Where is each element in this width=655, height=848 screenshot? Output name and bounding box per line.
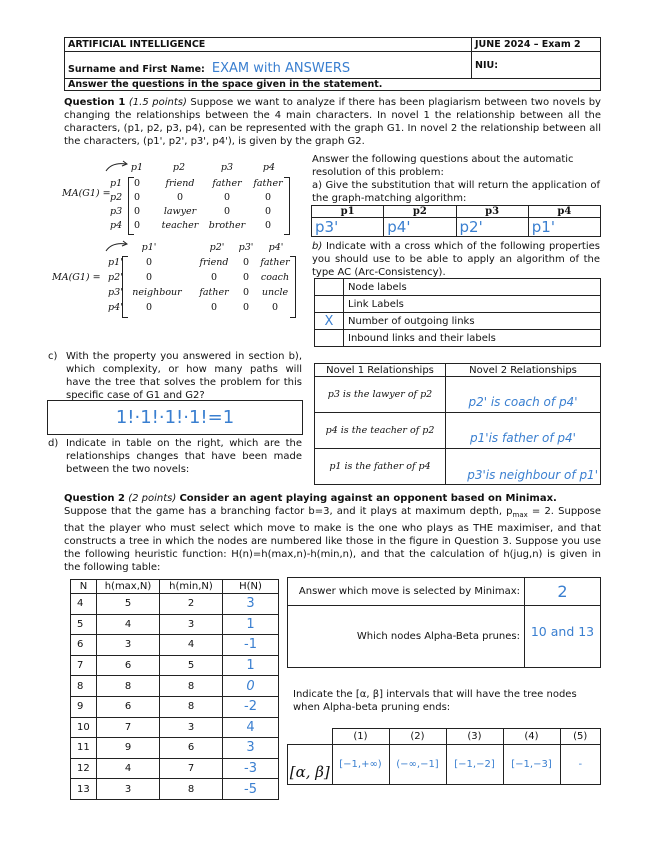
matrix-col: p3 bbox=[220, 162, 234, 173]
interval-text: Indicate the [α, β] intervals that will have the tree nodes when Alpha-beta pruning ends: bbox=[293, 689, 577, 713]
matrix-g2-label: MA(G1) = bbox=[52, 272, 101, 283]
heuristic-cell: 8 bbox=[160, 676, 223, 697]
heuristic-answer[interactable]: 3 bbox=[223, 738, 279, 759]
heuristic-cell: 4 bbox=[71, 594, 97, 615]
matrix-col: p3' bbox=[238, 242, 254, 253]
heuristic-cell: 5 bbox=[71, 614, 97, 635]
matrix-g2 bbox=[52, 240, 302, 312]
heuristic-cell: 4 bbox=[97, 614, 160, 635]
q1-c-label: c) bbox=[48, 351, 58, 362]
interval-header: (4) bbox=[503, 729, 560, 745]
name-label: Surname and First Name: bbox=[68, 64, 205, 75]
heuristic-answer[interactable]: 1 bbox=[223, 614, 279, 635]
q2-text1: Suppose that the game has a branching factor b=3, and it plays at maximum depth, p bbox=[64, 506, 513, 517]
matrix-cell: lawyer bbox=[163, 206, 197, 217]
q1-intro-text: Suppose we want to analyze if there has been plagiarism between two novels by changing the relationships between the 4 main characters. In novel 1 the relationship between all the characters, (p1, p2, p3, p4), can be represented with the graph G1. In novel 2 the relationship between all the characters, (p1', p2', p3', p4'), is given by the graph G2. bbox=[64, 97, 601, 147]
matrix-cell: 0 bbox=[242, 287, 250, 298]
interval-answer[interactable]: - bbox=[560, 745, 601, 785]
matrix-cell: 0 bbox=[145, 272, 153, 283]
matrix-cell: coach bbox=[260, 272, 290, 283]
matrix-cell: 0 bbox=[242, 257, 250, 268]
matrix-cell: 0 bbox=[242, 302, 250, 313]
matrix-cell: uncle bbox=[261, 287, 289, 298]
property-checkbox[interactable] bbox=[315, 330, 344, 347]
course-title: ARTIFICIAL INTELLIGENCE bbox=[65, 38, 472, 52]
heuristic-header: N bbox=[71, 580, 97, 594]
matrix-row-label: p2 bbox=[110, 192, 123, 203]
heuristic-table bbox=[70, 579, 279, 800]
matrix-row-label: p3 bbox=[110, 206, 123, 217]
q1-d-text: Indicate in table on the right, which are the relationships changes that have been made between the two novels: bbox=[66, 438, 302, 475]
matrix-col: p2 bbox=[172, 162, 186, 173]
heuristic-cell: 11 bbox=[71, 738, 97, 759]
matrix-cell: friend bbox=[165, 178, 195, 189]
matrix-cell: 0 bbox=[145, 302, 153, 313]
subst-answer[interactable]: p3' bbox=[312, 218, 384, 237]
relations-header: Novel 2 Relationships bbox=[446, 364, 601, 377]
minimax-answer[interactable]: 2 bbox=[525, 578, 601, 606]
subst-header: p2 bbox=[384, 206, 456, 218]
minimax-question: Answer which move is selected by Minimax: bbox=[288, 578, 525, 606]
property-label: Inbound links and their labels bbox=[344, 330, 601, 347]
relation-novel2[interactable]: p3'is neighbour of p1' bbox=[446, 449, 601, 485]
matrix-row-label: p1' bbox=[108, 257, 123, 268]
heuristic-answer[interactable]: -1 bbox=[223, 635, 279, 656]
subst-answer[interactable]: p2' bbox=[456, 218, 528, 237]
matrix-col: p1 bbox=[130, 162, 144, 173]
heuristic-header: h(min,N) bbox=[160, 580, 223, 594]
heuristic-cell: 7 bbox=[97, 717, 160, 738]
property-label: Number of outgoing links bbox=[344, 313, 601, 330]
heuristic-cell: 8 bbox=[97, 676, 160, 697]
heuristic-answer[interactable]: 1 bbox=[223, 655, 279, 676]
instructions: Answer the questions in the space given in the statement. bbox=[65, 79, 601, 91]
matrix-cell: 0 bbox=[264, 192, 272, 203]
interval-header: (2) bbox=[389, 729, 446, 745]
heuristic-cell: 6 bbox=[160, 738, 223, 759]
interval-header: (3) bbox=[446, 729, 503, 745]
q2-points: (2 points) bbox=[128, 493, 177, 504]
subst-header: p1 bbox=[312, 206, 384, 218]
matrix-col: p4' bbox=[268, 242, 284, 253]
relation-novel1: p1 is the father of p4 bbox=[315, 449, 446, 485]
heuristic-cell: 8 bbox=[160, 779, 223, 800]
prune-answer[interactable]: 10 and 13 bbox=[525, 606, 601, 668]
heuristic-cell: 7 bbox=[71, 655, 97, 676]
matrix-cell: brother bbox=[208, 220, 246, 231]
heuristic-cell: 2 bbox=[160, 594, 223, 615]
interval-answer[interactable]: [−1,−3] bbox=[503, 745, 560, 785]
matrix-cell: 0 bbox=[264, 206, 272, 217]
arrow-icon bbox=[102, 240, 132, 252]
matrix-cell: father bbox=[253, 178, 283, 189]
exam-date: JUNE 2024 – Exam 2 bbox=[472, 38, 601, 52]
matrix-g1 bbox=[62, 160, 302, 232]
niu-label: NIU: bbox=[472, 52, 601, 79]
matrix-cell: 0 bbox=[242, 272, 250, 283]
matrix-col: p2' bbox=[209, 242, 225, 253]
heuristic-answer[interactable]: 3 bbox=[223, 594, 279, 615]
name-value: EXAM with ANSWERS bbox=[211, 61, 351, 76]
heuristic-cell: 5 bbox=[97, 594, 160, 615]
heuristic-header: h(max,N) bbox=[97, 580, 160, 594]
heuristic-cell: 7 bbox=[160, 758, 223, 779]
properties-table bbox=[314, 278, 601, 347]
interval-header: (1) bbox=[332, 729, 389, 745]
subst-answer[interactable]: p4' bbox=[384, 218, 456, 237]
property-label: Link Labels bbox=[344, 296, 601, 313]
property-checkbox[interactable] bbox=[315, 296, 344, 313]
q1-intro bbox=[64, 96, 601, 148]
heuristic-cell: 6 bbox=[97, 696, 160, 717]
heuristic-cell: 4 bbox=[160, 635, 223, 656]
heuristic-cell: 3 bbox=[97, 635, 160, 656]
matrix-cell: 0 bbox=[133, 178, 141, 189]
heuristic-cell: 8 bbox=[71, 676, 97, 697]
heuristic-cell: 8 bbox=[160, 696, 223, 717]
heuristic-cell: 13 bbox=[71, 779, 97, 800]
heuristic-cell: 10 bbox=[71, 717, 97, 738]
heuristic-cell: 3 bbox=[160, 614, 223, 635]
property-checkbox[interactable]: X bbox=[315, 313, 344, 330]
q2-text1-sub: max bbox=[512, 511, 528, 519]
q2-text1-end: = 2. bbox=[527, 506, 554, 517]
header-table bbox=[64, 37, 601, 91]
matrix-cell: father bbox=[212, 178, 242, 189]
matrix-cell: 0 bbox=[223, 192, 231, 203]
q1-d bbox=[48, 437, 302, 475]
q1-c bbox=[48, 350, 302, 401]
interval-table bbox=[287, 728, 601, 785]
subst-header: p3 bbox=[456, 206, 528, 218]
matrix-cell: 0 bbox=[271, 302, 279, 313]
matrix-cell: 0 bbox=[264, 220, 272, 231]
matrix-cell: 0 bbox=[145, 257, 153, 268]
heuristic-cell: 3 bbox=[97, 779, 160, 800]
heuristic-answer[interactable]: 4 bbox=[223, 717, 279, 738]
substitution-table bbox=[311, 205, 601, 237]
q2-intro bbox=[64, 492, 601, 574]
interval-answer[interactable]: [−1,+∞) bbox=[332, 745, 389, 785]
subst-header: p4 bbox=[528, 206, 600, 218]
prune-question: Which nodes Alpha-Beta prunes: bbox=[288, 606, 525, 668]
q1-b-label: b) bbox=[312, 241, 323, 252]
heuristic-cell: 3 bbox=[160, 717, 223, 738]
matrix-cell: 0 bbox=[133, 220, 141, 231]
matrix-cell: 0 bbox=[133, 192, 141, 203]
heuristic-answer[interactable]: -5 bbox=[223, 779, 279, 800]
relations-header: Novel 1 Relationships bbox=[315, 364, 446, 377]
matrix-row-label: p4' bbox=[108, 302, 123, 313]
relation-novel2[interactable]: p1'is father of p4' bbox=[446, 413, 601, 449]
heuristic-answer[interactable]: 0 bbox=[223, 676, 279, 697]
matrix-cell: teacher bbox=[161, 220, 199, 231]
interval-label: [α, β] bbox=[288, 745, 333, 785]
relation-novel2[interactable]: p2' is coach of p4' bbox=[446, 377, 601, 413]
heuristic-cell: 6 bbox=[71, 635, 97, 656]
q1-points: (1.5 points) bbox=[128, 97, 187, 108]
heuristic-cell: 9 bbox=[97, 738, 160, 759]
minimax-table bbox=[287, 577, 601, 668]
matrix-cell: 0 bbox=[176, 192, 184, 203]
matrix-cell: 0 bbox=[223, 206, 231, 217]
matrix-cell: 0 bbox=[210, 302, 218, 313]
interval-header: (5) bbox=[560, 729, 601, 745]
q1-d-label: d) bbox=[48, 438, 59, 449]
q2-title: Question 2 bbox=[64, 493, 125, 504]
matrix-cell: 0 bbox=[133, 206, 141, 217]
relations-table bbox=[314, 363, 601, 485]
interval-corner bbox=[288, 729, 333, 745]
heuristic-cell: 4 bbox=[97, 758, 160, 779]
heuristic-cell: 5 bbox=[160, 655, 223, 676]
relation-novel1: p3 is the lawyer of p2 bbox=[315, 377, 446, 413]
interval-answer[interactable]: (−∞,−1] bbox=[389, 745, 446, 785]
q2-title-rest: Consider an agent playing against an opponent based on Minimax. bbox=[179, 493, 557, 504]
q1-b-text: Indicate with a cross which of the following properties you should use to be able to apply an algorithm of the type AC (Arc-Consistency). bbox=[312, 241, 600, 278]
heuristic-header: H(N) bbox=[223, 580, 279, 594]
property-label: Node labels bbox=[344, 279, 601, 296]
matrix-row-label: p1 bbox=[110, 178, 123, 189]
matrix-g1-label: MA(G1) = bbox=[62, 188, 111, 199]
q1-answer-intro: Answer the following questions about the automatic resolution of this problem: bbox=[312, 154, 574, 178]
complexity-answer[interactable]: 1!·1!·1!·1!=1 bbox=[47, 400, 303, 435]
relation-novel1: p4 is the teacher of p2 bbox=[315, 413, 446, 449]
matrix-row-label: p2' bbox=[108, 272, 123, 283]
heuristic-cell: 9 bbox=[71, 696, 97, 717]
interval-answer[interactable]: [−1,−2] bbox=[446, 745, 503, 785]
matrix-col: p1' bbox=[141, 242, 157, 253]
matrix-cell: neighbour bbox=[132, 287, 182, 298]
matrix-cell: father bbox=[260, 257, 290, 268]
heuristic-cell: 6 bbox=[97, 655, 160, 676]
q1-a bbox=[312, 179, 600, 205]
matrix-col: p4 bbox=[262, 162, 276, 173]
q1-c-text: With the property you answered in section b), which complexity, or how many paths will have the tree that solves the problem for this specific case of G1 and G2? bbox=[66, 351, 302, 401]
q1-b bbox=[312, 240, 600, 279]
q1-a-label: a) bbox=[312, 180, 323, 191]
heuristic-answer[interactable]: -3 bbox=[223, 758, 279, 779]
subst-answer[interactable]: p1' bbox=[528, 218, 600, 237]
property-checkbox[interactable] bbox=[315, 279, 344, 296]
q1-a-text: Give the substitution that will return the application of the graph-matching algorithm: bbox=[312, 180, 601, 204]
heuristic-cell: 12 bbox=[71, 758, 97, 779]
matrix-cell: friend bbox=[199, 257, 229, 268]
q1-title: Question 1 bbox=[64, 97, 126, 108]
matrix-cell: 0 bbox=[210, 272, 218, 283]
matrix-cell: father bbox=[199, 287, 229, 298]
matrix-row-label: p3' bbox=[108, 287, 123, 298]
heuristic-answer[interactable]: -2 bbox=[223, 696, 279, 717]
q2-text2: Suppose that the player who must select which move to make is the one who plays as THE maximiser, and that constructs a tree in which the nodes are numbered like those in the figure in Question 3. Suppose you use the following heuristic function: H(n)=h(max,n)-h(min,n), and that the calculation of h(jug,n) is given in the following table: bbox=[64, 506, 602, 573]
matrix-row-label: p4 bbox=[110, 220, 123, 231]
